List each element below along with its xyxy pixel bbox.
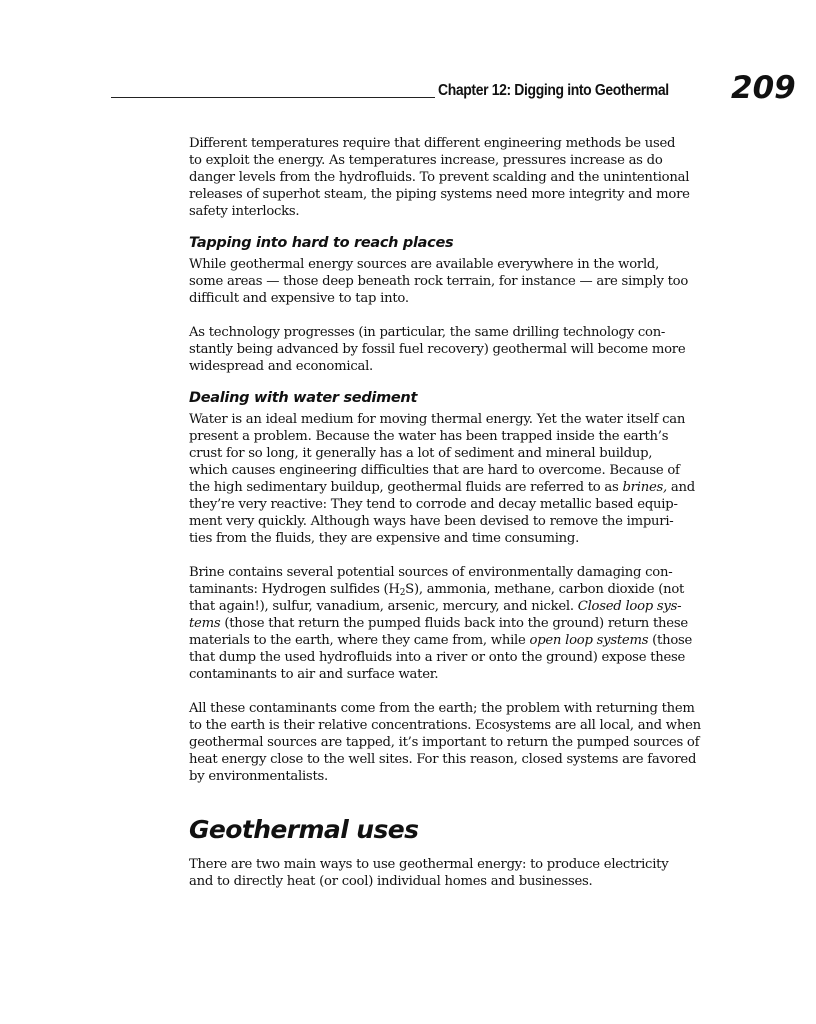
text-line: [189, 632, 714, 649]
running-head: Chapter 12: Digging into Geothermal: [438, 82, 669, 99]
water-paragraph-3: [189, 700, 714, 785]
uses-paragraph-1: [189, 856, 714, 890]
text-line: ment very quickly. Although ways have been devised to remove the impuri-: [189, 514, 674, 529]
tapping-paragraph-1: [189, 256, 714, 307]
text-run: and: [666, 480, 695, 495]
text-run: materials to the earth, where they came from, while: [189, 633, 530, 648]
term-open-loop: open loop systems: [529, 633, 649, 648]
text-line: by environmentalists.: [189, 769, 328, 784]
text-line: releases of superhot steam, the piping systems need more integrity and more: [189, 187, 690, 202]
text-run: S), ammonia, methane, carbon dioxide (not: [405, 582, 685, 597]
page-body: [189, 135, 714, 890]
text-run: the high sedimentary buildup, geothermal fluids are referred to as: [189, 480, 623, 495]
text-line: Different temperatures require that different engineering methods be used: [189, 136, 676, 151]
text-run: (those: [648, 633, 693, 648]
text-run: taminants: Hydrogen sulfides (H: [189, 582, 400, 597]
term-closed-loop-cont: tems: [189, 616, 221, 631]
text-line: some areas — those deep beneath rock terrain, for instance — are simply too: [189, 274, 689, 289]
text-line: safety interlocks.: [189, 204, 300, 219]
text-line: stantly being advanced by fossil fuel recovery) geothermal will become more: [189, 342, 686, 357]
text-line: geothermal sources are tapped, it’s important to return the pumped sources of: [189, 735, 700, 750]
text-line: to the earth is their relative concentrations. Ecosystems are all local, and when: [189, 718, 701, 733]
subscript: 2: [399, 588, 406, 598]
text-line: danger levels from the hydrofluids. To prevent scalding and the unintentional: [189, 170, 690, 185]
text-line: that dump the used hydrofluids into a river or onto the ground) expose these: [189, 650, 686, 665]
text-line: [189, 479, 714, 496]
text-run: (those that return the pumped fluids back into the ground) return these: [220, 616, 688, 631]
text-line: to exploit the energy. As temperatures increase, pressures increase as do: [189, 153, 663, 168]
text-line: All these contaminants come from the earth; the problem with returning them: [189, 701, 695, 716]
text-line: Water is an ideal medium for moving thermal energy. Yet the water itself can: [189, 412, 686, 427]
text-line: As technology progresses (in particular, the same drilling technology con-: [189, 325, 666, 340]
text-line: [189, 615, 714, 632]
text-line: present a problem. Because the water has been trapped inside the earth’s: [189, 429, 669, 444]
heading-tapping: Tapping into hard to reach places: [189, 235, 454, 251]
tapping-paragraph-2: [189, 324, 714, 375]
text-line: While geothermal energy sources are available everywhere in the world,: [189, 257, 660, 272]
text-line: [189, 598, 714, 615]
text-line: they’re very reactive: They tend to corrode and decay metallic based equip-: [189, 497, 678, 512]
text-line: ties from the fluids, they are expensive and time consuming.: [189, 531, 580, 546]
text-line: heat energy close to the well sites. For this reason, closed systems are favored: [189, 752, 697, 767]
text-line: which causes engineering difficulties that are hard to overcome. Because of: [189, 463, 680, 478]
intro-paragraph: [189, 135, 714, 220]
text-line: Brine contains several potential sources of environmentally damaging con-: [189, 565, 673, 580]
text-line: [189, 581, 714, 598]
page-number: 209: [731, 70, 796, 106]
heading-geothermal-uses: Geothermal uses: [189, 815, 419, 844]
text-run: that again!), sulfur, vanadium, arsenic, mercury, and nickel.: [189, 599, 578, 614]
term-closed-loop: Closed loop sys-: [577, 599, 682, 614]
heading-water-sediment: Dealing with water sediment: [189, 390, 418, 406]
water-paragraph-2: [189, 564, 714, 683]
text-line: There are two main ways to use geothermal energy: to produce electricity: [189, 857, 669, 872]
water-paragraph-1: [189, 411, 714, 547]
header-rule: [111, 97, 435, 98]
text-line: and to directly heat (or cool) individual homes and businesses.: [189, 874, 593, 889]
text-line: difficult and expensive to tap into.: [189, 291, 409, 306]
text-line: widespread and economical.: [189, 359, 373, 374]
text-line: contaminants to air and surface water.: [189, 667, 439, 682]
term-brines: brines,: [622, 480, 667, 495]
text-line: crust for so long, it generally has a lot of sediment and mineral buildup,: [189, 446, 653, 461]
